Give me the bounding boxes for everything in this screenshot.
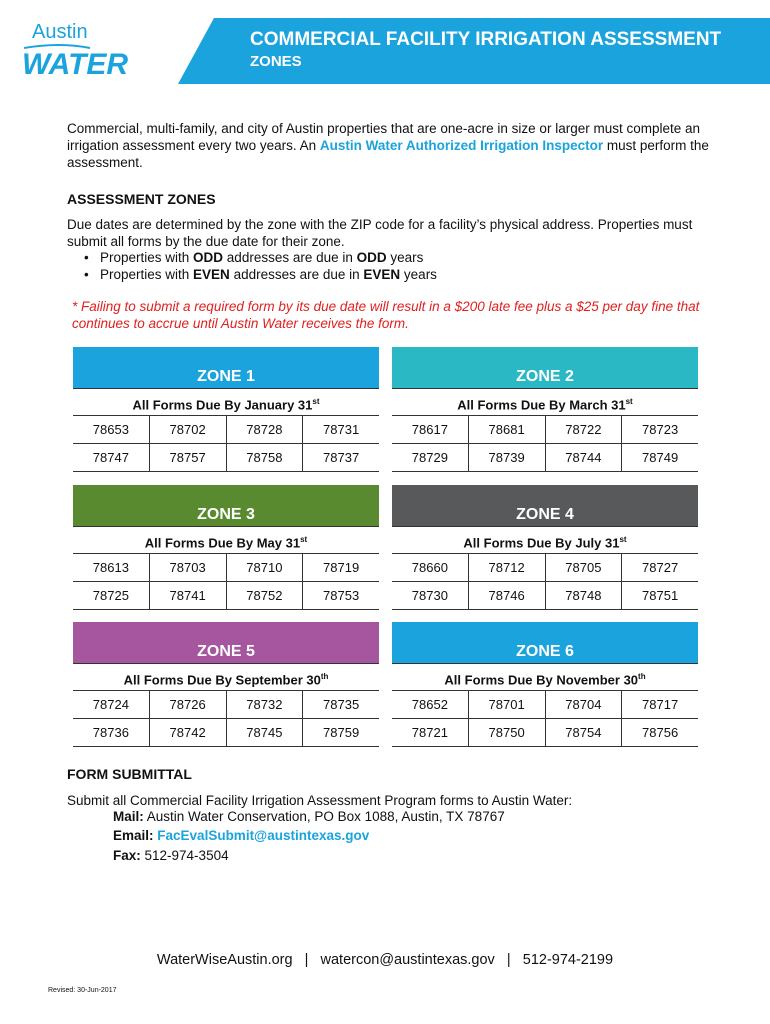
zone-header-band [392,347,698,388]
zip-code-cell: 78721 [411,725,448,740]
mail-label: Mail: [113,809,144,824]
bullet-odd: • Properties with ODD addresses are due in ODD years [82,249,437,266]
austin-water-logo [20,18,170,84]
zone-header-band [392,622,698,663]
fax-label: Fax: [113,848,141,863]
zip-code-cell: 78730 [411,588,448,603]
zip-code-cell: 78757 [149,444,226,471]
zip-code-cell: 78652 [411,697,448,712]
zone-due-date: All Forms Due By January 31st [73,388,379,416]
zip-code-cell: 78751 [621,582,698,609]
mail-value: Austin Water Conservation, PO Box 1088, Austin, TX 78767 [143,809,505,824]
zone-header-band [73,622,379,663]
zone-due-date: All Forms Due By September 30th [73,663,379,691]
table-row [392,444,698,472]
zip-code-cell: 78681 [468,416,545,443]
zip-code-cell: 78736 [92,725,129,740]
intro-text-before: Commercial, multi-family, and city of Austin properties that are one-acre in size or larger must complete an irrigation assessment every two years. An [67,121,701,153]
zip-code-cell: 78741 [149,582,226,609]
zone-title: ZONE 3 [197,506,255,523]
zip-code-cell: 78613 [92,560,129,575]
zip-code-cell: 78748 [545,582,622,609]
page-title: COMMERCIAL FACILITY IRRIGATION ASSESSMENT [250,29,722,50]
email-link[interactable]: FacEvalSubmit@austintexas.gov [157,828,370,843]
fax-value: 512-974-3504 [140,848,229,863]
zip-code-cell: 78723 [621,416,698,443]
zip-code-cell: 78719 [302,554,379,581]
header-band [178,18,770,84]
table-row [392,582,698,610]
submittal-heading: FORM SUBMITTAL [67,766,192,782]
zone-table-6 [392,622,698,747]
table-row [392,691,698,719]
zone-title: ZONE 6 [516,643,574,660]
table-row [73,582,379,610]
logo-top-text: Austin [32,21,88,43]
email-label: Email: [113,828,154,843]
bullet-even: • Properties with EVEN addresses are due in EVEN years [82,266,437,283]
zip-code-cell: 78731 [302,416,379,443]
mail-line [113,808,505,825]
zip-code-cell: 78725 [92,588,129,603]
table-row [73,719,379,747]
zip-code-cell: 78742 [149,719,226,746]
zone-title: ZONE 4 [516,506,574,523]
zip-code-cell: 78754 [545,719,622,746]
zone-title: ZONE 5 [197,643,255,660]
zip-code-cell: 78712 [468,554,545,581]
table-row [392,416,698,444]
zip-code-cell: 78704 [545,691,622,718]
zone-table-5 [73,622,379,747]
zip-code-cell: 78753 [302,582,379,609]
zip-code-cell: 78735 [302,691,379,718]
zip-code-cell: 78732 [226,691,303,718]
zip-code-cell: 78701 [468,691,545,718]
zip-code-cell: 78653 [92,422,129,437]
zone-table-2 [392,347,698,472]
zone-due-date: All Forms Due By November 30th [392,663,698,691]
inspector-link[interactable]: Austin Water Authorized Irrigation Inspector [319,138,604,153]
zone-due-date: All Forms Due By May 31st [73,526,379,554]
footer-contact: WaterWiseAustin.org | watercon@austintexas.gov | 512-974-2199 [156,952,614,968]
table-row [392,719,698,747]
zone-table-3 [73,485,379,610]
zip-code-cell: 78747 [92,450,129,465]
zone-due-date: All Forms Due By July 31st [392,526,698,554]
zip-code-cell: 78726 [149,691,226,718]
zip-code-cell: 78759 [302,719,379,746]
zone-title: ZONE 1 [197,368,255,385]
zip-code-cell: 78705 [545,554,622,581]
assessment-paragraph: Due dates are determined by the zone with the ZIP code for a facility’s physical address. Properties must submit all forms by the due date for their zone. [67,217,693,249]
zip-code-cell: 78717 [621,691,698,718]
zip-code-cell: 78744 [545,444,622,471]
zone-title: ZONE 2 [516,368,574,385]
zone-header-band [392,485,698,526]
table-row [73,691,379,719]
zip-code-cell: 78752 [226,582,303,609]
zip-code-cell: 78727 [621,554,698,581]
zip-code-cell: 78728 [226,416,303,443]
zip-code-cell: 78737 [302,444,379,471]
zone-table-1 [73,347,379,472]
intro-paragraph [67,120,717,171]
zone-table-4 [392,485,698,610]
zip-code-cell: 78722 [545,416,622,443]
table-row [73,416,379,444]
assessment-heading: ASSESSMENT ZONES [67,191,216,207]
table-row [392,554,698,582]
zip-code-cell: 78739 [468,444,545,471]
zip-code-cell: 78660 [411,560,448,575]
zip-code-cell: 78758 [226,444,303,471]
zone-header-band [73,485,379,526]
zip-code-cell: 78617 [411,422,448,437]
email-line [113,827,369,844]
table-row [73,444,379,472]
fax-line [113,847,229,864]
zip-code-cell: 78746 [468,582,545,609]
submittal-intro: Submit all Commercial Facility Irrigation Assessment Program forms to Austin Water: [67,793,573,808]
page-subtitle: ZONES [250,53,302,70]
zip-code-cell: 78756 [621,719,698,746]
zip-code-cell: 78703 [149,554,226,581]
zip-code-cell: 78750 [468,719,545,746]
zone-header-band [73,347,379,388]
intro-text-after: must perform the assessment. [67,138,709,170]
zip-code-cell: 78745 [226,719,303,746]
revised-date: Revised: 30-Jun-2017 [48,987,117,994]
zone-due-date: All Forms Due By March 31st [392,388,698,416]
logo-bottom-text: WATER [22,48,129,81]
zip-code-cell: 78749 [621,444,698,471]
zip-code-cell: 78702 [149,416,226,443]
zip-code-cell: 78710 [226,554,303,581]
zip-code-cell: 78724 [92,697,129,712]
table-row [73,554,379,582]
assessment-bullets [82,249,437,283]
late-fee-warning: * Failing to submit a required form by its due date will result in a $200 late fee plus a $25 per day fine that continues to accrue until Austin Water receives the form. [72,299,700,331]
zip-code-cell: 78729 [411,450,448,465]
